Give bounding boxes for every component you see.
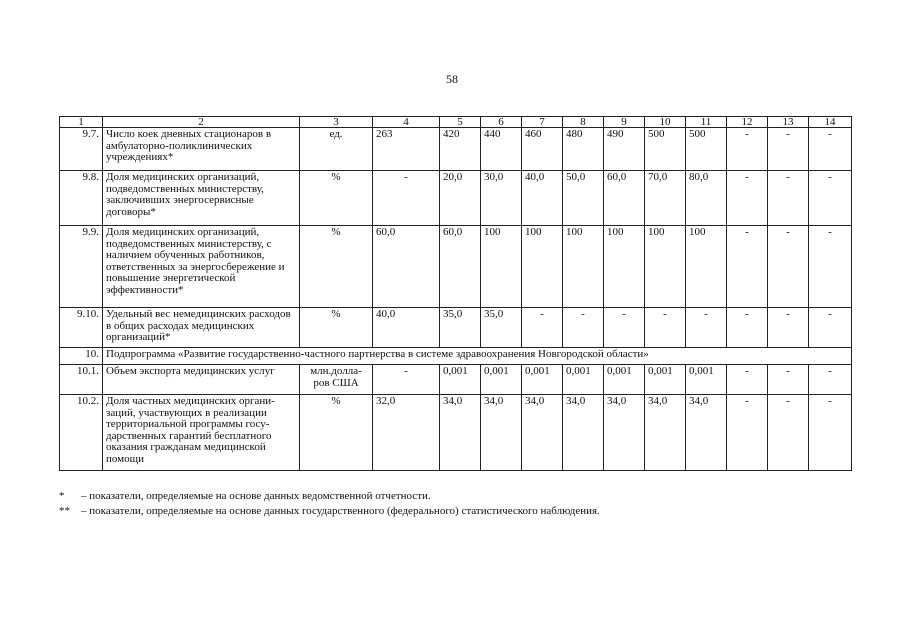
table-row <box>60 128 852 171</box>
column-number-header: 7 <box>522 117 563 128</box>
footnotes <box>59 489 600 519</box>
footnote <box>59 504 600 519</box>
value-cell: - <box>768 395 809 471</box>
value-cell: 263 <box>373 128 440 171</box>
value-cell: - <box>645 308 686 348</box>
indicator-name-cell: Доля медицинских организаций, подведомственных министерству, с наличием обученных работников, ответственных за энергосбережение и повышение энергетической эффективности* <box>103 226 300 308</box>
unit-cell: млн.долла- ров США <box>300 365 373 395</box>
column-number-header: 5 <box>440 117 481 128</box>
value-cell: - <box>373 171 440 226</box>
value-cell: 500 <box>686 128 727 171</box>
value-cell: - <box>522 308 563 348</box>
value-cell: 34,0 <box>522 395 563 471</box>
value-cell: 70,0 <box>645 171 686 226</box>
value-cell: 60,0 <box>604 171 645 226</box>
column-number-header: 10 <box>645 117 686 128</box>
column-number-header: 13 <box>768 117 809 128</box>
table-row <box>60 308 852 348</box>
value-cell: 34,0 <box>686 395 727 471</box>
table-row <box>60 171 852 226</box>
value-cell: 100 <box>686 226 727 308</box>
value-cell: 480 <box>563 128 604 171</box>
unit-cell: % <box>300 171 373 226</box>
column-number-header: 11 <box>686 117 727 128</box>
value-cell: 0,001 <box>686 365 727 395</box>
table-body <box>60 128 852 471</box>
column-number-header: 6 <box>481 117 522 128</box>
value-cell: - <box>809 308 852 348</box>
value-cell: 30,0 <box>481 171 522 226</box>
column-number-header: 9 <box>604 117 645 128</box>
table-row <box>60 226 852 308</box>
row-number-cell: 10. <box>60 348 103 365</box>
unit-cell: % <box>300 308 373 348</box>
value-cell: - <box>768 128 809 171</box>
footnote-mark: * <box>59 490 65 502</box>
value-cell: - <box>727 365 768 395</box>
value-cell: 60,0 <box>440 226 481 308</box>
value-cell: - <box>809 171 852 226</box>
value-cell: 35,0 <box>440 308 481 348</box>
value-cell: 100 <box>522 226 563 308</box>
value-cell: 0,001 <box>604 365 645 395</box>
value-cell: - <box>727 226 768 308</box>
value-cell: 34,0 <box>440 395 481 471</box>
page-number: 58 <box>446 72 458 86</box>
row-number-cell: 9.9. <box>60 226 103 308</box>
value-cell: - <box>373 365 440 395</box>
row-number-cell: 9.7. <box>60 128 103 171</box>
column-number-header: 12 <box>727 117 768 128</box>
value-cell: 0,001 <box>481 365 522 395</box>
table-row <box>60 348 852 365</box>
value-cell: 34,0 <box>481 395 522 471</box>
value-cell: 100 <box>481 226 522 308</box>
unit-cell: % <box>300 395 373 471</box>
value-cell: 34,0 <box>645 395 686 471</box>
value-cell: - <box>604 308 645 348</box>
value-cell: 34,0 <box>604 395 645 471</box>
row-number-cell: 10.1. <box>60 365 103 395</box>
value-cell: - <box>768 171 809 226</box>
value-cell: 35,0 <box>481 308 522 348</box>
indicator-name-cell: Доля медицинских организаций, подведомственных министерству, заключивших энергосервисные договоры* <box>103 171 300 226</box>
column-number-header: 3 <box>300 117 373 128</box>
value-cell: 0,001 <box>440 365 481 395</box>
subprogram-title-cell: Подпрограмма «Развитие государственно-частного партнерства в системе здравоохранения Новгородской области» <box>103 348 852 365</box>
footnote-text: – показатели, определяемые на основе данных государственного (федерального) статистического наблюдения. <box>81 505 600 517</box>
value-cell: - <box>768 365 809 395</box>
value-cell: - <box>686 308 727 348</box>
unit-cell: % <box>300 226 373 308</box>
value-cell: 40,0 <box>522 171 563 226</box>
footnote-text: – показатели, определяемые на основе данных ведомственной отчетности. <box>81 490 431 502</box>
indicators-table <box>59 116 852 471</box>
value-cell: 32,0 <box>373 395 440 471</box>
value-cell: - <box>809 226 852 308</box>
value-cell: - <box>768 308 809 348</box>
indicator-name-cell: Доля частных медицинских органи- заций, участвующих в реализации территориальной программы госу- дарственных гарантий бесплатного оказания гражданам медицинской помощи <box>103 395 300 471</box>
value-cell: - <box>727 171 768 226</box>
value-cell: 40,0 <box>373 308 440 348</box>
value-cell: - <box>727 308 768 348</box>
value-cell: 0,001 <box>522 365 563 395</box>
value-cell: - <box>727 128 768 171</box>
row-number-cell: 9.8. <box>60 171 103 226</box>
value-cell: - <box>727 395 768 471</box>
value-cell: 100 <box>604 226 645 308</box>
indicator-name-cell: Число коек дневных стационаров в амбулаторно-поликлинических учреждениях* <box>103 128 300 171</box>
value-cell: - <box>563 308 604 348</box>
footnote <box>59 489 600 504</box>
value-cell: 34,0 <box>563 395 604 471</box>
table-row <box>60 365 852 395</box>
column-number-header: 8 <box>563 117 604 128</box>
indicator-name-cell: Объем экспорта медицинских услуг <box>103 365 300 395</box>
footnote-mark: ** <box>59 505 70 517</box>
column-number-header: 1 <box>60 117 103 128</box>
table-row <box>60 395 852 471</box>
column-number-header: 14 <box>809 117 852 128</box>
column-number-row <box>60 117 852 128</box>
value-cell: 440 <box>481 128 522 171</box>
value-cell: - <box>809 365 852 395</box>
unit-cell: ед. <box>300 128 373 171</box>
row-number-cell: 9.10. <box>60 308 103 348</box>
value-cell: 50,0 <box>563 171 604 226</box>
value-cell: - <box>768 226 809 308</box>
value-cell: 420 <box>440 128 481 171</box>
value-cell: 100 <box>645 226 686 308</box>
column-number-header: 4 <box>373 117 440 128</box>
value-cell: 60,0 <box>373 226 440 308</box>
value-cell: 460 <box>522 128 563 171</box>
indicator-name-cell: Удельный вес немедицинских расходов в общих расходах медицинских организаций* <box>103 308 300 348</box>
value-cell: 490 <box>604 128 645 171</box>
value-cell: - <box>809 128 852 171</box>
value-cell: 20,0 <box>440 171 481 226</box>
value-cell: 0,001 <box>563 365 604 395</box>
value-cell: 80,0 <box>686 171 727 226</box>
value-cell: 100 <box>563 226 604 308</box>
row-number-cell: 10.2. <box>60 395 103 471</box>
column-number-header: 2 <box>103 117 300 128</box>
value-cell: 0,001 <box>645 365 686 395</box>
value-cell: - <box>809 395 852 471</box>
value-cell: 500 <box>645 128 686 171</box>
